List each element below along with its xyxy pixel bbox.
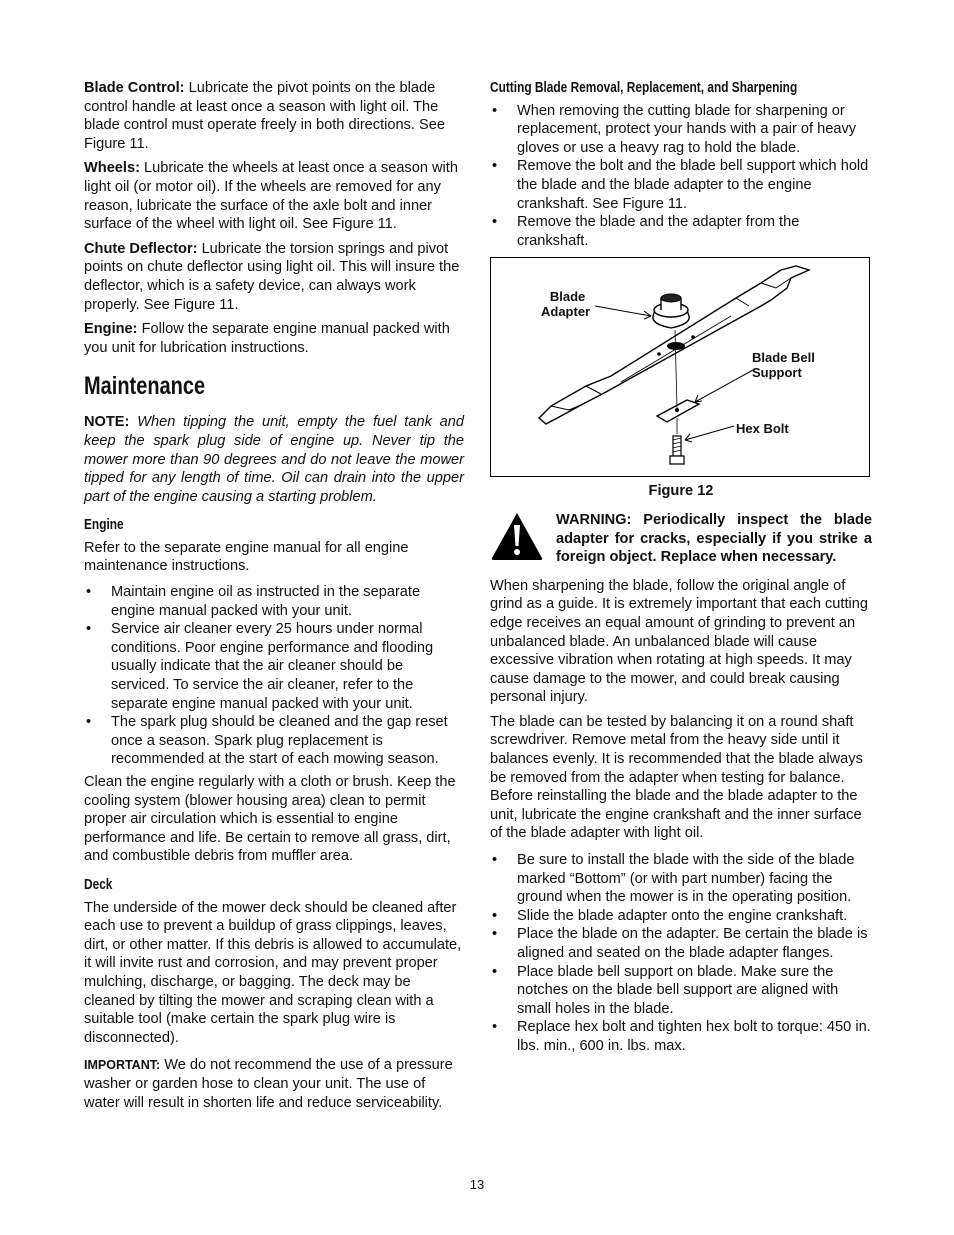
- maintenance-title: Maintenance: [84, 372, 206, 401]
- list-item: • Maintain engine oil as instructed in the separate engine manual packed with your unit.: [86, 584, 421, 619]
- blade-removal-list: [490, 102, 872, 251]
- hex-bolt-shape: [670, 436, 684, 464]
- list-item: • Remove the blade and the adapter from the crankshaft.: [492, 214, 800, 249]
- bullet: •: [492, 926, 498, 943]
- list-item: • Place blade bell support on blade. Make sure the notches on the blade bell support are aligned with small holes in the blade.: [492, 963, 839, 1017]
- deck-paragraph: The underside of the mower deck should be cleaned after each use to prevent a buildup of grass clippings, leaves, dirt, or other matter. If this debris is allowed to accumulate, it will invite rust and corrosion, and may prevent proper mulching, discharge, or bagging. The deck may be cleaned by tilting the mower and scraping clean with a suitable tool (make certain the spark plug wire is disconnected).: [84, 899, 462, 1046]
- blade-section-heading: Cutting Blade Removal, Replacement, and Sharpening: [490, 80, 798, 96]
- bullet: •: [492, 907, 498, 924]
- important-paragraph: [84, 1056, 464, 1112]
- list-item: • Be sure to install the blade with the side of the blade marked “Bottom” (or with part number) facing the ground when the mower is in the operating position.: [492, 852, 855, 906]
- blade-control-label: Blade Control:: [84, 80, 185, 96]
- warning-text: WARNING: Periodically inspect the blade adapter for cracks, especially if you strike a foreign object. Replace when necessary.: [556, 511, 872, 566]
- bullet: •: [86, 621, 92, 638]
- bullet: •: [492, 1019, 498, 1036]
- left-column: [84, 79, 464, 1118]
- blade-install-list: [490, 851, 872, 1056]
- engine-lube-text: Follow the separate engine manual packed with you unit for lubrication instructions.: [84, 321, 450, 356]
- list-item: • The spark plug should be cleaned and the gap reset once a season. Spark plug replacement is recommended at the start of each mowing season.: [86, 714, 448, 768]
- chute-paragraph: [84, 240, 464, 314]
- figure-12-blade-diagram: [490, 257, 870, 477]
- bullet: •: [492, 102, 498, 119]
- blade-control-paragraph: [84, 79, 464, 153]
- bullet: •: [492, 158, 498, 175]
- sharpen-paragraph: When sharpening the blade, follow the original angle of grind as a guide. It is extremely important that each cutting edge receives an equal amount of grinding to prevent an unbalanced blade. An unbalanced blade will cause excessive vibration when rotating at high speeds. It may cause damage to the mower, and could break causing personal injury.: [490, 577, 869, 706]
- engine-bullet-list: [84, 583, 464, 769]
- warning-box: [490, 511, 872, 567]
- important-label: IMPORTANT:: [84, 1058, 161, 1073]
- engine-heading: Engine: [84, 517, 124, 534]
- engine-lube-label: Engine:: [84, 321, 138, 338]
- blade-adapter-shape: [653, 294, 689, 328]
- bullet: •: [86, 584, 92, 601]
- chute-text: Lubricate the torsion springs and pivot points on chute deflector using light oil. This will insure the deflector, which is a safety device, can always work properly. See Figure 11.: [84, 240, 460, 313]
- deck-heading: Deck: [84, 876, 113, 893]
- list-item: • When removing the cutting blade for sharpening or replacement, protect your hands with a pair of heavy gloves or use a heavy rag to hold the blade.: [492, 102, 857, 156]
- bell-support-shape: [657, 400, 699, 422]
- label-blade-bell-support: Blade Bell Support: [752, 350, 815, 381]
- page-number: 13: [469, 1177, 485, 1192]
- warning-triangle-icon: [490, 511, 544, 561]
- list-item: • Slide the blade adapter onto the engine crankshaft.: [492, 907, 848, 924]
- note-paragraph: [84, 413, 464, 506]
- bullet: •: [492, 852, 498, 869]
- list-item: • Service air cleaner every 25 hours under normal conditions. Poor engine performance and flooding usually indicate that the air cleaner should be serviced. To service the air cleaner, refer to the separate engine manual packed with your unit.: [86, 621, 434, 712]
- bullet: •: [492, 963, 498, 980]
- blade-control-text: Lubricate the pivot points on the blade control handle at least once a season with light oil. The blade control must operate freely in both directions. See Figure 11.: [84, 80, 445, 152]
- wheels-label: Wheels:: [84, 160, 140, 177]
- wheels-text: Lubricate the wheels at least once a season with light oil (or motor oil). If the wheels are removed for any reason, lubricate the surface of the axle bolt and inner surface of the wheel with light oil. See Figure 11.: [84, 160, 458, 233]
- right-column: [490, 79, 872, 1060]
- label-blade-adapter: Blade Adapter: [541, 289, 591, 320]
- figure-caption: Figure 12: [648, 483, 714, 500]
- bullet: •: [86, 714, 92, 731]
- engine-lube-paragraph: [84, 320, 464, 357]
- important-text: We do not recommend the use of a pressure washer or garden hose to clean your unit. The use of water will result in shorten life and reduce serviceability.: [84, 1057, 453, 1111]
- engine-intro: Refer to the separate engine manual for all engine maintenance instructions.: [84, 539, 409, 575]
- bullet: •: [492, 214, 498, 231]
- list-item: • Replace hex bolt and tighten hex bolt to torque: 450 in. lbs. min., 600 in. lbs. max.: [492, 1019, 871, 1054]
- list-item: • Remove the bolt and the blade bell support which hold the blade and the blade adapter to the engine crankshaft. See Figure 11.: [492, 158, 869, 212]
- list-item: • Place the blade on the adapter. Be certain the blade is aligned and seated on the blade adapter flanges.: [492, 926, 868, 961]
- label-hex-bolt: Hex Bolt: [736, 421, 789, 437]
- wheels-paragraph: [84, 159, 464, 233]
- engine-clean-paragraph: Clean the engine regularly with a cloth or brush. Keep the cooling system (blower housing area) clean to permit proper air circulation which is essential to engine performance and life. Be certain to remove all grass, dirt, and combustible debris from muffler area.: [84, 774, 456, 865]
- chute-label: Chute Deflector:: [84, 240, 198, 257]
- note-text: When tipping the unit, empty the fuel tank and keep the spark plug side of engine up. Never tip the mower more than 90 degrees and do not leave the mower tipped for any length of time. Oil can drain into the upper part of the engine causing a starting problem.: [84, 414, 464, 505]
- note-label: NOTE:: [84, 414, 130, 431]
- balance-paragraph: The blade can be tested by balancing it on a round shaft screwdriver. Remove metal from the heavy side until it balances evenly. It is recommended that the blade always be removed from the adapter when testing for balance. Before reinstalling the blade and the blade adapter to the unit, lubricate the engine crankshaft and the inner surface of the blade adapter with light oil.: [490, 713, 863, 842]
